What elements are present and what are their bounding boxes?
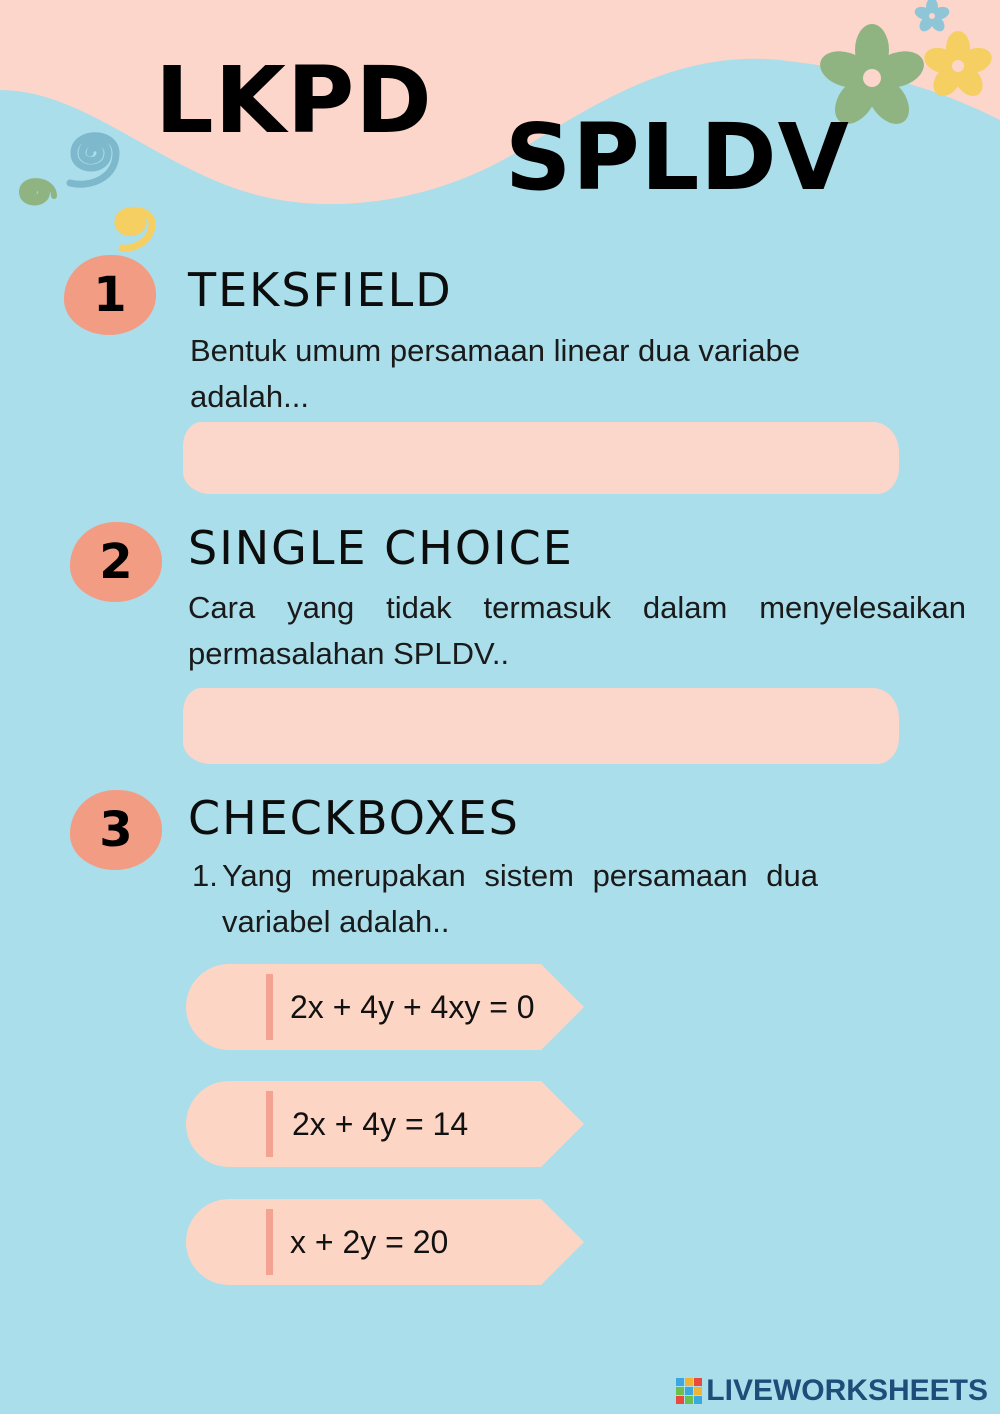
option-label: x + 2y = 20 (290, 1223, 449, 1260)
section-3-title: CHECKBOXES (188, 791, 520, 845)
section-2-number-badge: 2 (70, 522, 162, 602)
flower-yellow-icon (922, 30, 994, 100)
liveworksheets-logo (676, 1374, 988, 1408)
option-divider (266, 1209, 273, 1275)
section-1-question: Bentuk umum persamaan linear dua variabe adalah... (190, 333, 801, 414)
checkbox-option-2[interactable] (186, 1081, 586, 1167)
spiral-green-icon (2, 160, 62, 222)
checkbox-option-3[interactable] (186, 1199, 586, 1285)
section-2-answer-select[interactable] (183, 688, 899, 764)
section-1-answer-field[interactable] (183, 422, 899, 494)
page-title-spldv: SPLDV (505, 104, 850, 211)
option-label: 2x + 4y + 4xy = 0 (290, 988, 535, 1025)
section-3-number-badge: 3 (70, 790, 162, 870)
spiral-blue-icon (50, 108, 130, 198)
logo-text: LIVEWORKSHEETS (706, 1374, 988, 1407)
checkbox-option-1[interactable] (186, 964, 586, 1050)
option-divider (266, 974, 273, 1040)
flower-blue-icon (910, 0, 954, 36)
option-divider (266, 1091, 273, 1157)
spiral-yellow-icon (98, 192, 162, 258)
option-label: 2x + 4y = 14 (292, 1105, 469, 1142)
section-1-number-badge: 1 (64, 255, 156, 335)
liveworksheets-logo-icon (676, 1378, 702, 1404)
section-3-question-number: 1. (192, 858, 218, 893)
page-title-lkpd: LKPD (155, 47, 433, 154)
section-1-title: TEKSFIELD (188, 263, 453, 317)
section-2-question: Cara yang tidak termasuk dalam menyelesaikan permasalahan SPLDV.. (188, 590, 966, 671)
section-3-question: Yang merupakan sistem persamaan dua variabel adalah.. (222, 858, 818, 939)
section-2-title: SINGLE CHOICE (188, 521, 574, 575)
